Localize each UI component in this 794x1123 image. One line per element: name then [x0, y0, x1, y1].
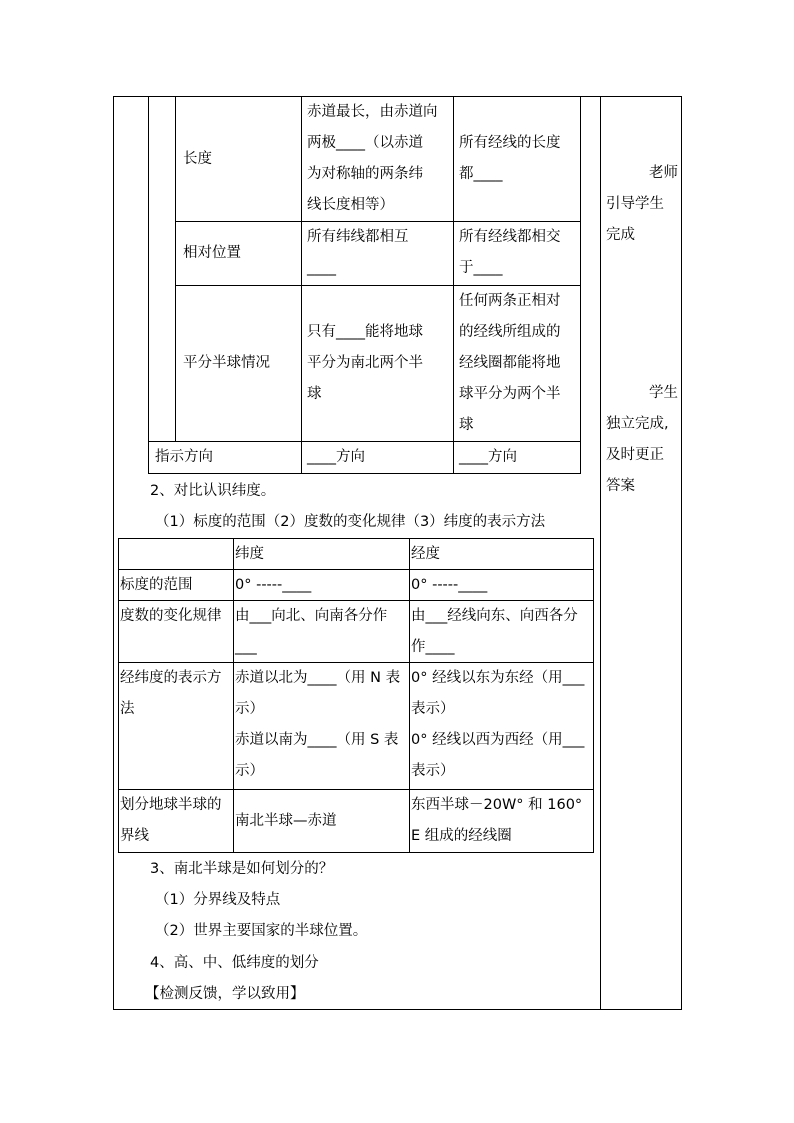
note-line: 答案 [606, 478, 635, 494]
cell-line: 球 [307, 386, 322, 402]
mt-top [118, 538, 594, 539]
cell-line: 由___向北、向南各分作 [235, 608, 388, 624]
cell-line: 划分地球半球的 [120, 797, 222, 813]
mt-col2 [233, 538, 234, 853]
cell-line: 作____ [411, 639, 455, 655]
cell-line: 赤道以南为____（用 S 表 [235, 732, 399, 748]
cell-line: E 组成的经线圈 [411, 828, 512, 844]
notation-longitude-cell [411, 663, 584, 787]
position-latitude-cell [307, 222, 409, 284]
cell-line: ___ [235, 639, 257, 655]
section-2-title: 2、对比认识纬度。 [150, 483, 276, 499]
outer-right-border [681, 96, 682, 1010]
note-line: 引导学生 [606, 196, 664, 212]
header-longitude: 经度 [411, 546, 440, 562]
half-latitude-cell [307, 317, 423, 410]
mt-right [593, 538, 594, 853]
feedback-heading: 【检测反馈，学以致用】 [145, 986, 305, 1002]
length-longitude-cell [459, 128, 561, 190]
note-line: 及时更正 [606, 447, 664, 463]
boundary-latitude: 南北半球—赤道 [235, 813, 337, 829]
cell-line: 经线圈都能将地 [459, 355, 561, 371]
position-longitude-cell [459, 222, 561, 284]
cell-line: 表示） [411, 701, 455, 717]
tt-inner-left [175, 96, 176, 441]
length-label: 长度 [183, 151, 212, 167]
question-3b: （2）世界主要国家的半球位置。 [155, 923, 368, 939]
outer-left-border [113, 96, 114, 1010]
cell-line: 两极____（以赤道 [307, 135, 423, 151]
notation-latitude-cell [235, 663, 400, 787]
range-latitude: 0° -----____ [235, 577, 312, 593]
cell-line: 示） [235, 763, 264, 779]
tt-left [148, 96, 149, 474]
half-longitude-cell [459, 286, 561, 441]
cell-line: 0° 经线以西为西经（用___ [411, 732, 585, 748]
rule-longitude-cell [411, 601, 578, 663]
cell-line: 所有纬线都相互 [307, 229, 409, 245]
section-2-subtitle: （1）标度的范围（2）度数的变化规律（3）纬度的表示方法 [155, 514, 546, 530]
note-line: 老师 [649, 165, 678, 181]
cell-line: 东西半球－20W° 和 160° [411, 797, 583, 813]
cell-line: ____ [307, 260, 336, 276]
side-note-student [606, 378, 678, 502]
range-label: 标度的范围 [120, 577, 193, 593]
rule-label: 度数的变化规律 [120, 608, 222, 624]
cell-line: 都____ [459, 166, 503, 182]
rule-latitude-cell [235, 601, 387, 663]
note-line: 完成 [606, 227, 635, 243]
note-line: 学生 [649, 385, 678, 401]
question-3: 3、南北半球是如何划分的？ [150, 861, 334, 877]
cell-line: 界线 [120, 828, 149, 844]
cell-line: 为对称轴的两条纬 [307, 166, 423, 182]
cell-line: 法 [120, 701, 135, 717]
notation-label-cell [120, 663, 222, 725]
direction-label: 指示方向 [155, 449, 213, 465]
side-note-teacher [606, 158, 678, 251]
length-latitude-cell [307, 97, 438, 221]
mt-bottom [118, 852, 594, 853]
cell-line: 表示） [411, 763, 455, 779]
side-column-divider [600, 96, 601, 1010]
cell-line: 0° 经线以东为东经（用___ [411, 670, 585, 686]
cell-line: 的经线所组成的 [459, 324, 561, 340]
header-latitude: 纬度 [235, 546, 264, 562]
boundary-longitude-cell [411, 790, 582, 852]
mt-col3 [409, 538, 410, 853]
question-3a: （1）分界线及特点 [155, 892, 281, 908]
tt-bottom [148, 473, 581, 474]
note-line: 独立完成, [606, 416, 669, 432]
cell-line: 所有经线的长度 [459, 135, 561, 151]
boundary-label-cell [120, 790, 222, 852]
cell-line: 由___经线向东、向西各分 [411, 608, 578, 624]
cell-line: 所有经线都相交 [459, 229, 561, 245]
direction-latitude: ____方向 [307, 449, 365, 465]
cell-line: 任何两条正相对 [459, 293, 561, 309]
cell-line: 只有____能将地球 [307, 324, 423, 340]
question-4: 4、高、中、低纬度的划分 [150, 955, 319, 971]
position-label: 相对位置 [183, 245, 241, 261]
cell-line: 示） [235, 701, 264, 717]
range-longitude: 0° -----____ [411, 577, 488, 593]
cell-line: 平分为南北两个半 [307, 355, 423, 371]
cell-line: 球 [459, 417, 474, 433]
cell-line: 赤道最长，由赤道向 [307, 104, 438, 120]
cell-line: 经纬度的表示方 [120, 670, 222, 686]
mt-left [118, 538, 119, 853]
cell-line: 赤道以北为____（用 N 表 [235, 670, 401, 686]
direction-longitude: ____方向 [459, 449, 517, 465]
cell-line: 线长度相等） [307, 197, 394, 213]
cell-line: 球平分为两个半 [459, 386, 561, 402]
half-label: 平分半球情况 [183, 355, 270, 371]
cell-line: 于____ [459, 260, 503, 276]
